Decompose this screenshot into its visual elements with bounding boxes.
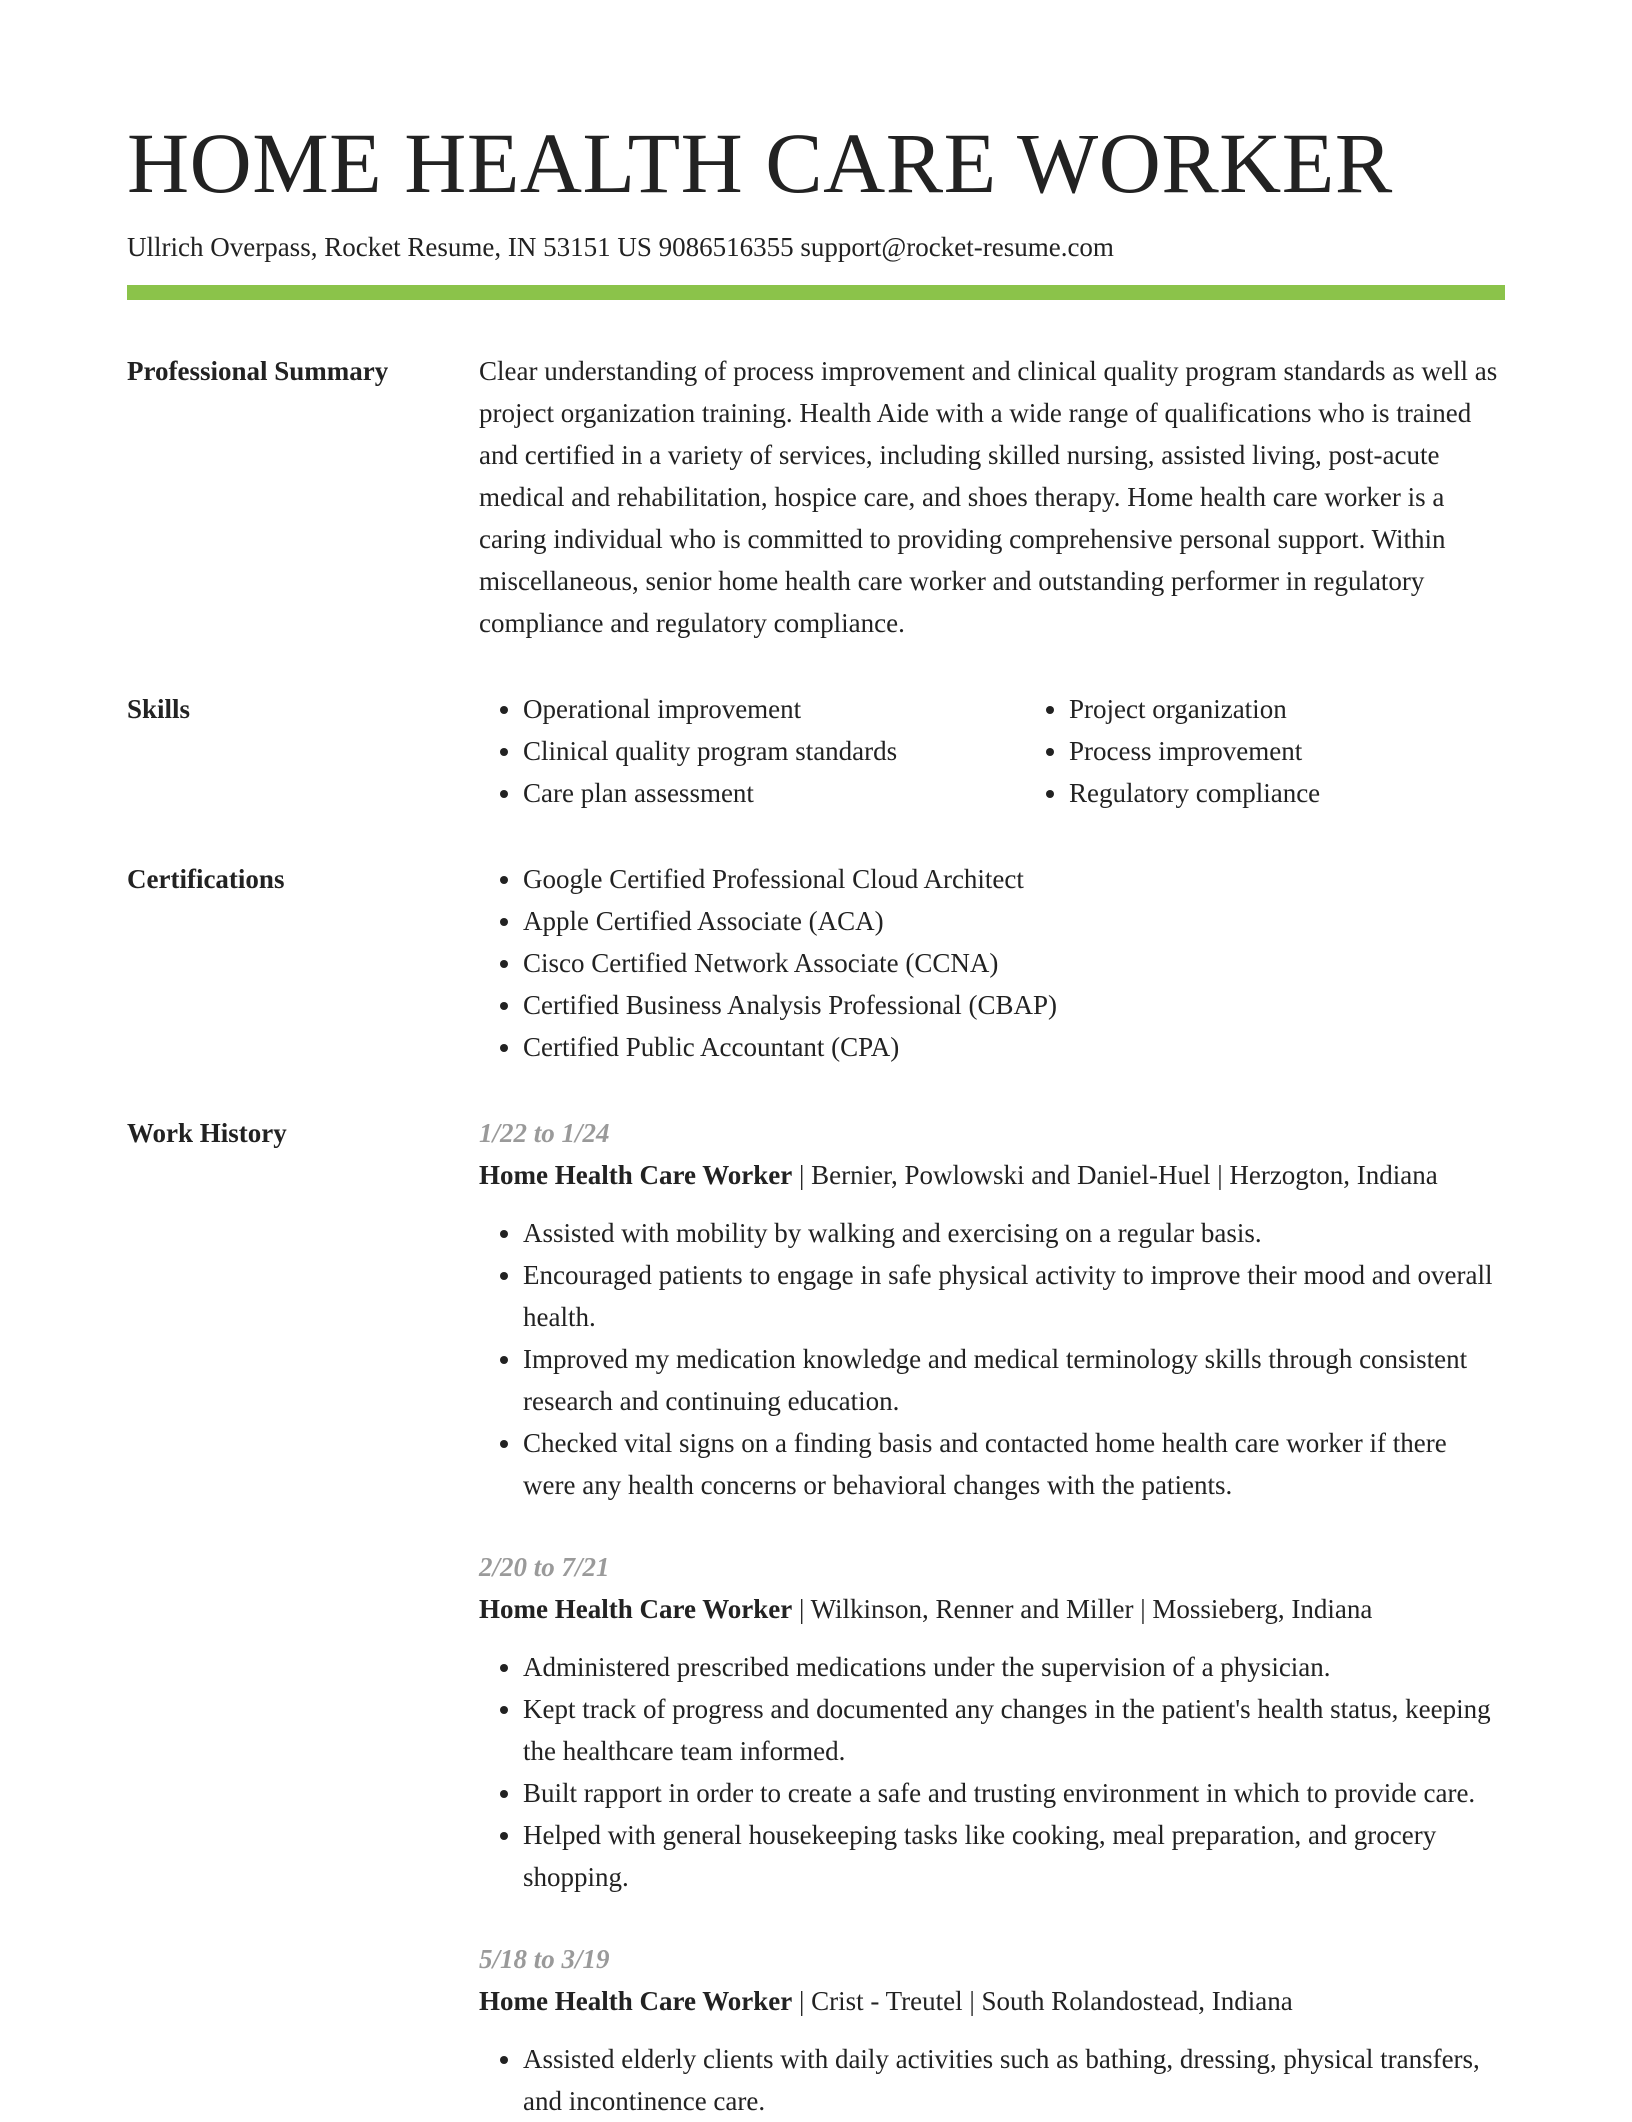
section-label: Professional Summary [127,356,389,387]
section-content [479,1112,1505,2122]
skill-item: • Care plan assessment [523,772,1025,814]
section-label: Certifications [127,864,285,895]
certifications-section [127,858,1505,1068]
skill-item: • Operational improvement [523,688,1025,730]
skill-item: • Process improvement [1069,730,1505,772]
skill-item: • Regulatory compliance [1069,772,1505,814]
job-entry [479,1112,1505,1506]
duty-item: • Administered prescribed medications under the supervision of a physician. [523,1646,1505,1688]
duty-item: • Assisted elderly clients with daily activities such as bathing, dressing, physical transfers, and incontinence care. [523,2038,1505,2122]
duty-item: • Checked vital signs on a finding basis and contacted home health care worker if there were any health concerns or behavioral changes with the patients. [523,1422,1505,1506]
job-employer: | Crist - Treutel | South Rolandostead, Indiana [792,1986,1293,2017]
summary-text: Clear understanding of process improvement and clinical quality program standards as well as project organization training. Health Aide with a wide range of qualifications who is trained and certified in a variety of services, including skilled nursing, assisted living, post-acute medical and rehabilitation, hospice care, and shoes therapy. Home health care worker is a caring individual who is committed to providing comprehensive personal support. Within miscellaneous, senior home health care worker and outstanding performer in regulatory compliance and regulatory compliance. [479,356,1498,639]
skill-item: • Project organization [1069,688,1505,730]
job-employer: | Bernier, Powlowski and Daniel-Huel | Herzogton, Indiana [792,1160,1438,1191]
job-duties [479,2038,1505,2122]
job-duties [479,1212,1505,1506]
section-label: Work History [127,1118,287,1149]
job-title: Home Health Care Worker [479,1986,793,2017]
job-entry [479,1938,1505,2122]
certification-item: • Apple Certified Associate (ACA) [523,900,1505,942]
resume-title: HOME HEALTH CARE WORKER [127,115,1393,211]
certification-item: • Certified Public Accountant (CPA) [523,1026,1505,1068]
summary-section [127,350,1505,644]
job-heading [479,1588,1505,1630]
section-content [479,858,1505,1068]
job-employer: | Wilkinson, Renner and Miller | Mossieberg, Indiana [792,1594,1373,1625]
certification-item: • Google Certified Professional Cloud Architect [523,858,1505,900]
skills-section [127,688,1505,814]
job-dates: 2/20 to 7/21 [479,1552,610,1583]
accent-divider [127,285,1505,300]
work-history-section [127,1112,1505,2122]
contact-line: Ullrich Overpass, Rocket Resume, IN 53151 US 9086516355 support@rocket-resume.com [127,232,1114,262]
duty-item: • Helped with general housekeeping tasks like cooking, meal preparation, and grocery shopping. [523,1814,1505,1898]
duty-item: • Improved my medication knowledge and medical terminology skills through consistent research and continuing education. [523,1338,1505,1422]
section-content [479,350,1505,644]
job-heading [479,1980,1505,2022]
job-entry [479,1546,1505,1898]
skills-grid [479,688,1505,814]
skill-item: • Clinical quality program standards [523,730,1025,772]
job-title: Home Health Care Worker [479,1594,793,1625]
job-dates: 5/18 to 3/19 [479,1944,610,1975]
certification-item: • Certified Business Analysis Professional (CBAP) [523,984,1505,1026]
section-label: Skills [127,694,191,725]
certifications-list [479,858,1505,1068]
duty-item: • Encouraged patients to engage in safe physical activity to improve their mood and overall health. [523,1254,1505,1338]
certification-item: • Cisco Certified Network Associate (CCNA) [523,942,1505,984]
job-dates: 1/22 to 1/24 [479,1118,610,1149]
job-title: Home Health Care Worker [479,1160,793,1191]
job-duties [479,1646,1505,1898]
skills-column [479,688,1025,814]
duty-item: • Assisted with mobility by walking and exercising on a regular basis. [523,1212,1505,1254]
duty-item: • Built rapport in order to create a safe and trusting environment in which to provide care. [523,1772,1505,1814]
skills-column [1025,688,1505,814]
job-heading [479,1154,1505,1196]
duty-item: • Kept track of progress and documented any changes in the patient's health status, keeping the healthcare team informed. [523,1688,1505,1772]
